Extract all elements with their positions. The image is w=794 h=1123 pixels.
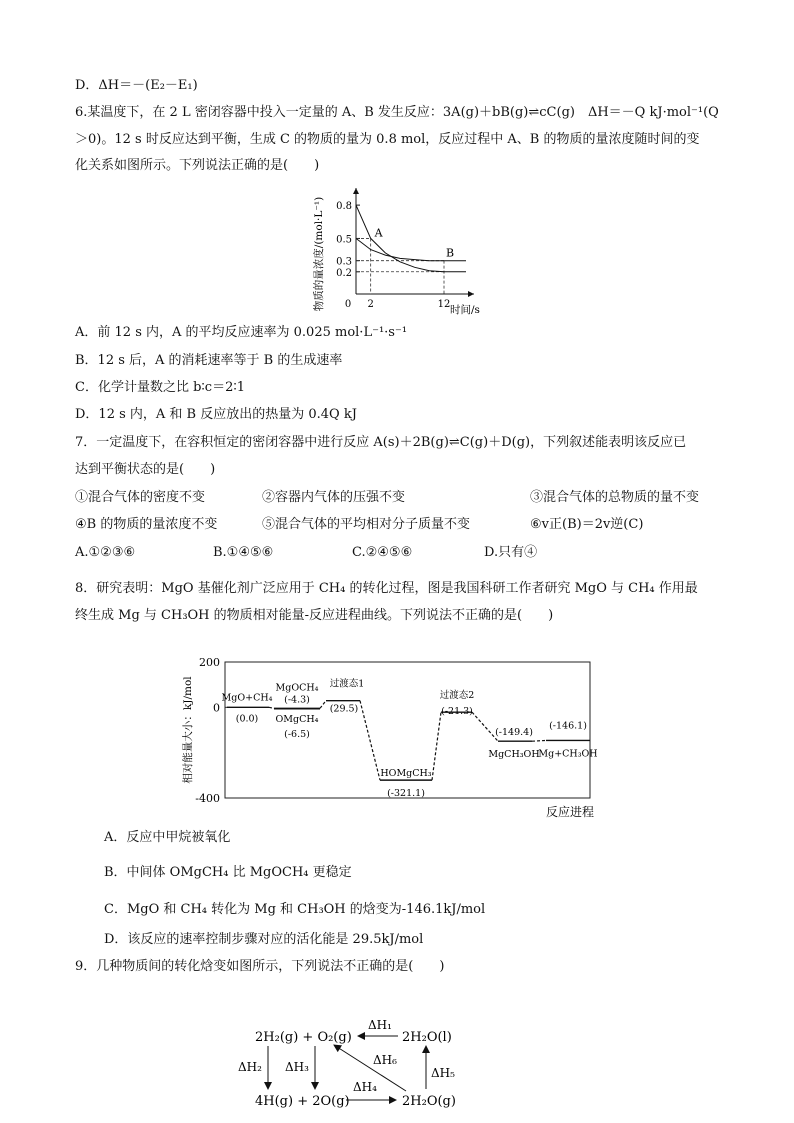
q7-statement-2: ②容器内气体的压强不变 bbox=[262, 490, 406, 505]
chart1-x-tick-label: 2 bbox=[367, 299, 374, 310]
chart1-y-tick-label: 0.5 bbox=[336, 234, 352, 246]
label-dh4: ΔH₄ bbox=[353, 1080, 377, 1094]
chart1-y-tick-label: 0.3 bbox=[336, 256, 352, 268]
connector bbox=[360, 701, 380, 780]
connector bbox=[532, 740, 546, 741]
enthalpy-cycle-diagram bbox=[230, 1015, 480, 1115]
label-mg-ch3oh: Mg+CH₃OH bbox=[538, 748, 598, 760]
q7-statement-6: ⑥v正(B)＝2v逆(C) bbox=[530, 517, 644, 532]
chart2-y-tick-label: 0 bbox=[213, 701, 220, 715]
q6-stem-line1: 6.某温度下，在 2 L 密闭容器中投入一定量的 A、B 发生反应：3A(g)＋bB(g)⇌cC(g) ΔH＝－Q kJ·mol⁻¹(Q bbox=[75, 105, 719, 120]
state-2h2-o2: 2H₂(g) + O₂(g) bbox=[255, 1030, 352, 1045]
label-dh3: ΔH₃ bbox=[285, 1060, 309, 1074]
label-dh5: ΔH₅ bbox=[431, 1066, 455, 1080]
q7-option-b[interactable]: B.①④⑤⑥ bbox=[213, 545, 274, 560]
energy-profile-chart bbox=[180, 652, 610, 824]
chart2-y-tick-label: -400 bbox=[195, 792, 220, 805]
q6-stem-line3: 化关系如图所示。下列说法正确的是( ) bbox=[75, 158, 320, 173]
chart1-series bbox=[356, 205, 466, 272]
chart1-y-axis-label: 物质的量浓度/(mol·L⁻¹) bbox=[313, 196, 325, 312]
q8-stem-line1: 8．研究表明：MgO 基催化剂广泛应用于 CH₄ 的转化过程，图是我国科研工作者研究 MgO 与 CH₄ 作用最 bbox=[75, 581, 698, 596]
q7-option-a[interactable]: A.①②③⑥ bbox=[75, 545, 136, 560]
value-ts2: (-21.3) bbox=[441, 706, 473, 718]
q8-stem-line2: 终生成 Mg 与 CH₃OH 的物质相对能量-反应进程曲线。下列说法不正确的是( ) bbox=[75, 608, 554, 623]
q8-option-a[interactable]: A．反应中甲烷被氧化 bbox=[104, 830, 231, 845]
series-A-label: A bbox=[374, 226, 383, 240]
connector bbox=[269, 707, 274, 708]
chart1-y-arrowhead bbox=[353, 188, 359, 194]
label-ts1: 过渡态1 bbox=[329, 678, 365, 690]
value-homgch3: (-321.1) bbox=[387, 788, 425, 800]
state-2h2o-gas: 2H₂O(g) bbox=[402, 1094, 456, 1109]
connector bbox=[320, 701, 326, 709]
chart2-y-tick-label: 200 bbox=[199, 656, 220, 669]
q5-option-d: D．ΔH＝－(E₂－E₁) bbox=[75, 78, 198, 93]
chart2-y-axis-label: 相对能量大小：kJ/mol bbox=[182, 676, 194, 784]
chart2-labels bbox=[222, 678, 598, 799]
q7-option-d[interactable]: D.只有④ bbox=[484, 545, 538, 560]
q7-statement-3: ③混合气体的总物质的量不变 bbox=[530, 490, 700, 505]
chart1-y-tick-label: 0.2 bbox=[336, 267, 352, 279]
value-mg-ch3oh: (-146.1) bbox=[549, 720, 587, 732]
value-mgo-ch4: (0.0) bbox=[235, 713, 259, 725]
value-mgch3oh: (-149.4) bbox=[495, 727, 533, 739]
label-mgoch4: MgOCH₄ bbox=[275, 682, 319, 694]
q9-stem: 9．几种物质间的转化焓变如图所示，下列说法不正确的是( ) bbox=[75, 959, 445, 974]
series-A-line bbox=[356, 205, 466, 272]
chart1-axes bbox=[353, 188, 474, 297]
label-mgch3oh: MgCH₃OH bbox=[488, 749, 540, 761]
q7-option-c[interactable]: C.②④⑤⑥ bbox=[352, 545, 413, 560]
label-ts2: 过渡态2 bbox=[439, 690, 475, 702]
state-4h-2o: 4H(g) + 2O(g) bbox=[255, 1094, 350, 1109]
label-dh2: ΔH₂ bbox=[238, 1060, 262, 1074]
value-omgch4: (-6.5) bbox=[284, 728, 310, 740]
q7-statement-4: ④B 的物质的量浓度不变 bbox=[75, 517, 218, 532]
series-B-label: B bbox=[446, 246, 455, 260]
q7-stem-line1: 7．一定温度下，在容积恒定的密闭容器中进行反应 A(s)＋2B(g)⇌C(g)＋D(g)，下列叙述能表明该反应已 bbox=[75, 435, 687, 450]
chart2-x-axis-label: 反应进程 bbox=[546, 805, 595, 819]
state-2h2o-liquid: 2H₂O(l) bbox=[402, 1030, 452, 1045]
q6-option-d[interactable]: D．12 s 内，A 和 B 反应放出的热量为 0.4Q kJ bbox=[75, 407, 357, 422]
q8-option-b[interactable]: B．中间体 OMgCH₄ 比 MgOCH₄ 更稳定 bbox=[104, 865, 352, 880]
label-omgch4: OMgCH₄ bbox=[275, 713, 319, 725]
q6-option-a[interactable]: A．前 12 s 内，A 的平均反应速率为 0.025 mol·L⁻¹·s⁻¹ bbox=[75, 325, 408, 340]
chart1-y-tick-label: 0.8 bbox=[336, 201, 352, 213]
label-dh6: ΔH₆ bbox=[373, 1053, 397, 1067]
q7-stem-line2: 达到平衡状态的是( ) bbox=[75, 462, 216, 477]
q8-option-d[interactable]: D．该反应的速率控制步骤对应的活化能是 29.5kJ/mol bbox=[104, 932, 424, 947]
q7-statement-5: ⑤混合气体的平均相对分子质量不变 bbox=[262, 517, 471, 532]
q8-option-c[interactable]: C．MgO 和 CH₄ 转化为 Mg 和 CH₃OH 的焓变为-146.1kJ/mol bbox=[104, 902, 486, 917]
chart1-x-axis-label: 时间/s bbox=[450, 304, 480, 316]
value-ts1: (29.5) bbox=[329, 703, 359, 715]
value-mgoch4: (-4.3) bbox=[284, 694, 310, 706]
concentration-time-chart bbox=[310, 186, 485, 318]
q7-statement-1: ①混合气体的密度不变 bbox=[75, 490, 206, 505]
q6-option-b[interactable]: B．12 s 后，A 的消耗速率等于 B 的生成速率 bbox=[75, 353, 343, 368]
connector bbox=[432, 712, 441, 780]
chart1-x-tick-label: 12 bbox=[437, 299, 451, 310]
q6-option-c[interactable]: C．化学计量数之比 b∶c＝2∶1 bbox=[75, 380, 245, 395]
label-dh1: ΔH₁ bbox=[368, 1018, 392, 1032]
label-mgo-ch4: MgO+CH₄ bbox=[221, 692, 273, 704]
q6-stem-line2: ＞0)。12 s 时反应达到平衡，生成 C 的物质的量为 0.8 mol，反应过程中 A、B 的物质的量浓度随时间的变 bbox=[75, 132, 700, 147]
chart1-x-tick-label: 0 bbox=[344, 299, 352, 310]
chart1-x-arrowhead bbox=[468, 291, 474, 297]
label-homgch3: HOMgCH₃ bbox=[380, 768, 432, 780]
